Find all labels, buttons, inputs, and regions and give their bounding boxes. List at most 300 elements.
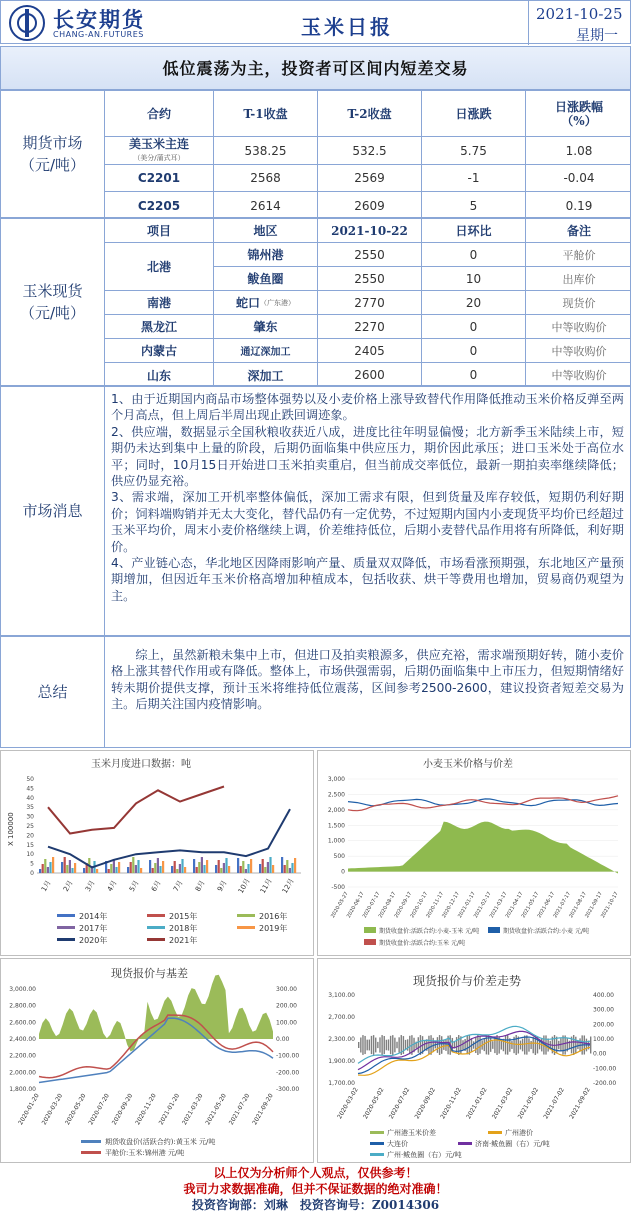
bar-spread: [441, 1036, 442, 1054]
daily-change-pct: 1.08: [565, 143, 593, 158]
bar: [162, 861, 164, 873]
y-tick-label-left: 3,000.00: [9, 986, 36, 993]
bar-spread: [501, 1040, 502, 1049]
disclaimer-line-1: 以上仅为分析师个人观点，仅供参考！: [213, 1166, 418, 1180]
bar: [196, 867, 198, 873]
y-tick-label-left: 2,700.00: [328, 1014, 355, 1021]
bar: [286, 860, 288, 873]
chart-title: 小麦玉米价格与价差: [423, 759, 513, 770]
bar-spread: [364, 1036, 365, 1054]
y-tick-label-right: -200.00: [276, 1069, 300, 1077]
bar: [247, 864, 249, 873]
table-row: [105, 137, 630, 165]
legend-label: 2018年: [169, 924, 198, 933]
bar-spread: [526, 1035, 527, 1054]
legend-swatch: [147, 914, 165, 917]
legend-swatch: [57, 926, 75, 929]
col-daily-change: 日环比: [422, 219, 526, 242]
bar: [218, 860, 220, 873]
bar-spread: [388, 1039, 389, 1050]
legend-label: 2019年: [259, 924, 288, 933]
spot-change: 0: [422, 315, 526, 338]
summary-section: [0, 636, 631, 748]
bar-spread: [384, 1036, 385, 1054]
bar-spread: [511, 1041, 512, 1049]
bar: [259, 864, 261, 873]
x-tick-label: 2020-09-20: [110, 1092, 135, 1127]
spot-note: 平舱价: [562, 248, 596, 262]
col-note: 备注: [566, 224, 591, 238]
y-tick-label-right: 300.00: [276, 986, 297, 993]
futures-section-label: [1, 91, 105, 217]
brand-english-name: CHANG-AN.FUTURES: [53, 30, 144, 39]
x-tick-label: 2021-09-02: [568, 1086, 592, 1121]
legend-swatch: [488, 1131, 502, 1134]
spot-price: 2405: [318, 339, 422, 362]
x-tick-label: 2021-07-17: [552, 891, 573, 920]
bar-spread: [505, 1036, 506, 1055]
x-tick-label: 2021-09-17: [584, 891, 604, 920]
bar: [198, 862, 200, 873]
news-body: [105, 387, 630, 608]
bar: [135, 865, 137, 873]
bar-spread: [516, 1035, 517, 1055]
spot-header-row: [105, 219, 630, 243]
t2-close: 2609: [318, 192, 422, 219]
bar: [215, 865, 217, 873]
bar: [201, 857, 203, 873]
y-tick-label-right: 400.00: [593, 992, 614, 999]
x-tick-label: 2021-05-02: [516, 1086, 541, 1121]
x-tick-label: 11月: [258, 877, 274, 895]
spot-label-line2: （元/吨）: [19, 304, 86, 322]
bar: [49, 862, 51, 873]
y-tick-label-left: 1,800.00: [9, 1086, 36, 1093]
x-tick-label: 2月: [61, 879, 75, 893]
bar: [44, 859, 46, 873]
y-tick-label-right: 0.00: [276, 1036, 290, 1043]
bar-spread: [533, 1037, 534, 1054]
x-tick-label: 7月: [171, 879, 185, 893]
bar: [281, 857, 283, 873]
bar: [64, 857, 66, 873]
y-axis-label: X 100000: [7, 812, 15, 846]
legend-swatch: [57, 938, 75, 941]
bar-spread: [377, 1042, 378, 1048]
x-tick-label: 2020-01-20: [17, 1092, 41, 1127]
x-tick-label: 2020-07-17: [361, 891, 382, 920]
table-row: [105, 339, 630, 363]
y-tick-label-right: 100.00: [593, 1036, 614, 1043]
news-paragraph-3: 3、需求端，深加工开机率整体偏低，深加工需求有限，但到货量及库存较低，短期仍利好期价；饲料端购销并无太大变化，替代品仍有一定优势，不过短期内国内小麦现货平均价已经超过玉米平均价，周末小麦价格继续上调，价差维持低位，后期小麦替代品作用将有所降低，利好期价。: [111, 490, 624, 554]
bar-spread: [445, 1039, 446, 1051]
bar-spread: [394, 1038, 395, 1053]
bar-spread: [458, 1035, 459, 1055]
chart-spot-spread-trend: [317, 958, 631, 1163]
legend-label: 2015年: [169, 912, 198, 921]
daily-change: 5: [422, 192, 526, 219]
bar: [39, 869, 41, 873]
bar: [262, 859, 264, 873]
bar-spread: [390, 1036, 391, 1054]
spot-price: 2550: [318, 267, 422, 290]
y-tick-label: 15: [26, 841, 34, 849]
col-t1-close: T-1收盘: [214, 91, 318, 136]
futures-market-section: [0, 90, 631, 218]
bar-spread: [467, 1036, 468, 1055]
spot-price: 2770: [318, 291, 422, 314]
t1-close: 538.25: [214, 137, 318, 164]
bar-spread: [492, 1041, 493, 1049]
area-name: 锦州港: [214, 243, 318, 266]
bar-spread: [369, 1040, 370, 1051]
news-paragraph-2: 2、供应端，数据显示全国秋粮收获近八成，进度比往年明显偏慢；北方新季玉米陆续上市，短期仍未达到集中上量的阶段，后期仍面临集中供应压力，期价因此承压；进口玉米处于高位水平；同时，10月15日开始进口玉米拍卖重启，但当前成交率低位，最新一期拍卖率继续降低；供应仍显充裕。: [111, 424, 624, 489]
bar: [206, 860, 208, 873]
futures-label-line2: （元/吨）: [19, 156, 86, 174]
spot-note: 中等收购价: [551, 320, 607, 334]
region-north-port: 北港: [105, 243, 214, 291]
legend-label: 2020年: [79, 936, 108, 945]
bar: [140, 868, 142, 873]
y-tick-label: 5: [30, 860, 34, 868]
bar-spread: [462, 1040, 463, 1050]
area-name: 鲅鱼圈: [214, 267, 318, 290]
bar: [264, 867, 266, 873]
y-tick-label-right: 200.00: [593, 1021, 614, 1029]
x-tick-label: 2020-07-02: [387, 1086, 412, 1121]
legend-swatch: [370, 1131, 384, 1134]
bar: [157, 858, 159, 873]
futures-header-row: [105, 91, 630, 137]
bar: [149, 860, 151, 873]
bar-spread: [392, 1035, 393, 1055]
col-date: 2021-10-22: [318, 219, 422, 242]
y-tick-label: 2,500: [327, 791, 345, 799]
spot-note: 中等收购价: [551, 344, 607, 358]
x-tick-label: 2021-05-17: [520, 891, 541, 920]
y-tick-label-right: 0.00: [593, 1050, 607, 1058]
bar-spread: [477, 1035, 478, 1055]
bar-spread: [358, 1042, 359, 1048]
legend-swatch: [81, 1140, 101, 1143]
header-divider: [528, 1, 529, 45]
contract-name: [105, 137, 214, 164]
bar: [159, 866, 161, 873]
bar: [179, 864, 181, 873]
bar: [118, 862, 120, 873]
chart-spot-spread-trend-svg: [318, 959, 631, 1163]
x-tick-label: 2020-06-17: [345, 891, 366, 920]
bar: [223, 863, 225, 873]
legend-label: 2014年: [79, 912, 108, 921]
bar: [193, 859, 195, 873]
bar: [291, 863, 293, 873]
legend-label: 广州港价: [505, 1129, 533, 1137]
bar-spread: [494, 1037, 495, 1053]
spot-market-section: [0, 218, 631, 386]
area-name: 肇东: [214, 315, 318, 338]
x-tick-label: 2021-09-20: [251, 1092, 275, 1127]
col-daily-change-pct: [526, 91, 631, 136]
area-name: 通辽深加工: [214, 339, 318, 362]
report-footer: [0, 1165, 631, 1215]
legend-label: 济南·鲅鱼圈（右）元/吨: [475, 1140, 550, 1148]
chart-monthly-imports-svg: [1, 751, 314, 956]
bar-spread: [484, 1039, 485, 1051]
t2-close: 2569: [318, 165, 422, 191]
spot-note: 现货价: [562, 296, 596, 310]
x-tick-label: 2020-11-17: [425, 891, 446, 920]
bar-spread: [469, 1035, 470, 1054]
daily-change-pct: 0.19: [565, 198, 593, 213]
y-tick-label: 20: [26, 832, 34, 840]
brand-logo-icon: [9, 5, 45, 41]
legend-label: 期货收盘价:活跃合约:小麦 元/吨: [503, 928, 589, 935]
x-tick-label: 12月: [280, 877, 296, 895]
legend-swatch: [488, 927, 500, 933]
table-row: [105, 363, 630, 387]
contract-name: C2205: [105, 192, 214, 219]
legend-label: 2017年: [79, 924, 108, 933]
bar: [184, 867, 186, 873]
legend-swatch: [458, 1142, 472, 1145]
x-tick-label: 2020-10-17: [409, 891, 430, 920]
area-sub: （广东港）: [260, 298, 295, 307]
bar: [115, 867, 117, 873]
x-tick-label: 2020-08-17: [377, 891, 398, 920]
y-tick-label-left: 2,400.00: [9, 1036, 36, 1043]
bar-spread: [528, 1038, 529, 1051]
table-row: [214, 243, 630, 267]
chart-title: 现货报价与基差: [111, 967, 188, 980]
col-daily-change: 日涨跌: [422, 91, 526, 136]
region-name: 黑龙江: [105, 315, 214, 338]
x-tick-label: 2020-09-17: [393, 891, 414, 920]
col-contract: 合约: [105, 91, 214, 136]
spot-change: 10: [422, 267, 526, 290]
bar-spread: [439, 1035, 440, 1055]
analyst-contact: 投资咨询部：刘琳 投资咨询号：Z0014306: [191, 1198, 440, 1212]
x-tick-label: 6月: [149, 879, 163, 893]
bar: [181, 859, 183, 873]
x-tick-label: 2020-05-02: [362, 1086, 386, 1121]
contract-name: C2201: [105, 165, 214, 191]
table-row: [105, 315, 630, 339]
y-tick-label: 40: [26, 794, 34, 802]
chart-title: 现货报价与价差走势: [413, 974, 522, 988]
bar: [66, 865, 68, 873]
bar: [171, 866, 173, 873]
bar-spread: [386, 1040, 387, 1050]
spot-change: 0: [422, 339, 526, 362]
contract-unit: （美分/蒲式耳）: [133, 153, 185, 162]
bar: [108, 869, 110, 873]
bar-spread: [443, 1040, 444, 1050]
bar: [220, 868, 222, 873]
x-tick-label: 4月: [105, 879, 119, 893]
futures-label-line1: 期货市场: [22, 134, 83, 152]
headline: 低位震荡为主，投资者可区间内短差交易: [0, 46, 631, 90]
y-tick-label-right: 100.00: [276, 1019, 297, 1027]
spot-change: 0: [422, 363, 526, 387]
bar: [137, 860, 139, 873]
spot-table: [105, 219, 630, 387]
x-tick-label: 2020-09-02: [413, 1086, 438, 1121]
y-tick-label-right: -100.00: [276, 1052, 300, 1060]
y-tick-label-left: 1,700.00: [328, 1080, 355, 1087]
bar: [269, 857, 271, 873]
y-tick-label: 0: [30, 870, 34, 877]
col-daily-change-pct-line2: （%）: [561, 113, 597, 128]
x-tick-label: 2021-07-02: [542, 1086, 566, 1121]
bar: [42, 864, 44, 873]
legend-swatch: [57, 914, 75, 917]
y-tick-label: -500: [331, 884, 345, 891]
bar-spread: [367, 1040, 368, 1051]
x-tick-label: 2021-03-20: [181, 1092, 205, 1127]
bar: [284, 865, 286, 873]
y-tick-label-right: 200.00: [276, 1002, 297, 1010]
area-name: [214, 291, 318, 314]
region-name: 山东: [105, 363, 214, 387]
bar-spread: [428, 1036, 429, 1055]
spot-label-line1: 玉米现货: [22, 282, 83, 300]
bar-spread: [430, 1035, 431, 1055]
legend-label: 广州港玉米价差: [387, 1129, 436, 1137]
legend-swatch: [237, 914, 255, 917]
col-daily-change-pct-line1: 日涨跌幅: [554, 99, 603, 114]
contract-name-text: 美玉米主连: [128, 136, 189, 151]
t1-close: 2568: [214, 165, 318, 191]
bar-spread: [398, 1037, 399, 1052]
legend-label: 期货收盘价:活跃合约:小麦-玉米 元/吨: [379, 928, 480, 935]
area-spread: [348, 822, 618, 874]
x-tick-label: 2021-01-17: [457, 891, 477, 920]
bar-spread: [475, 1037, 476, 1053]
col-t2-close: T-2收盘: [318, 91, 422, 136]
col-item: 项目: [105, 219, 214, 242]
spot-price: 2270: [318, 315, 422, 338]
x-tick-label: 10月: [236, 877, 252, 895]
bar: [52, 857, 54, 873]
table-row: [105, 165, 630, 192]
x-tick-label: 2021-02-17: [472, 891, 493, 920]
bar-spread: [590, 1037, 591, 1054]
legend-swatch: [370, 1153, 384, 1156]
x-tick-label: 2021-08-17: [568, 891, 588, 920]
x-tick-label: 2021-06-17: [536, 891, 557, 920]
y-tick-label-right: -300.00: [276, 1086, 300, 1093]
summary-body: [105, 637, 630, 717]
x-tick-label: 3月: [83, 879, 97, 893]
bar-spread: [360, 1037, 361, 1052]
chart-monthly-imports: [0, 750, 314, 956]
report-weekday: 星期一: [576, 28, 618, 44]
bar: [174, 861, 176, 873]
chart-wheat-corn-spread: [317, 750, 631, 956]
bar-spread: [456, 1037, 457, 1053]
y-tick-label-right: 300.00: [593, 1006, 614, 1014]
y-tick-label: 10: [26, 851, 34, 859]
area-name-text: 蛇口: [235, 296, 260, 310]
bar: [203, 865, 205, 873]
bar: [240, 866, 242, 873]
t1-close: 2614: [214, 192, 318, 219]
x-tick-label: 2021-10-17: [600, 891, 620, 920]
x-tick-label: 2020-05-27: [330, 891, 350, 920]
bar-spread: [522, 1039, 523, 1052]
x-tick-label: 2020-03-20: [40, 1092, 65, 1127]
x-tick-label: 2020-12-17: [441, 891, 461, 920]
x-tick-label: 5月: [127, 879, 141, 893]
news-paragraph-1: 1、由于近期国内商品市场整体强势以及小麦价格上涨导致替代作用降低推动玉米价格反弹至两个月高点，但上周后半周出现止跌回调迹象。: [111, 392, 624, 423]
y-tick-label: 2,000: [327, 806, 345, 814]
y-tick-label: 25: [26, 823, 34, 830]
chart-spot-basis: [0, 958, 314, 1163]
x-tick-label: 2021-01-02: [465, 1086, 489, 1121]
market-news-section: [0, 386, 631, 636]
bar-spread: [575, 1037, 576, 1054]
bar-spread: [371, 1036, 372, 1054]
x-tick-label: 2021-01-20: [157, 1092, 182, 1127]
bar-spread: [424, 1040, 425, 1050]
bar: [127, 867, 129, 873]
daily-change: 5.75: [422, 137, 526, 164]
region-name: 南港: [105, 291, 214, 314]
y-tick-label: 50: [26, 776, 34, 783]
series-line-2020: [48, 809, 290, 867]
legend-label: 广州·鲅鱼圈（右）元/吨: [387, 1151, 462, 1159]
legend-swatch: [364, 927, 376, 933]
legend-label: 期货收盘价(活跃合约):黄玉米 元/吨: [105, 1138, 216, 1146]
table-row: [105, 192, 630, 219]
y-tick-label: 3,000: [327, 776, 345, 783]
bar: [228, 866, 230, 873]
y-tick-label: 0: [341, 868, 345, 876]
region-name: 内蒙古: [105, 339, 214, 362]
table-row: [105, 291, 630, 315]
news-section-label: 市场消息: [1, 387, 105, 635]
t2-close: 532.5: [318, 137, 422, 164]
summary-text: 综上，虽然新粮未集中上市，但进口及拍卖粮源多，供应充裕，需求端预期好转，随小麦价格上涨其替代作用或有降低。整体上，市场供强需弱，后期仍面临集中上市压力，但短期情绪好转未期价提供支撑，预计玉米将维持低位震荡，区间参考2500-2600，建议投资者短差交易为主。后期关注国内疫情影响。: [111, 648, 624, 712]
bar: [294, 858, 296, 873]
y-tick-label-right: -100.00: [593, 1065, 617, 1073]
brand-name: 长安期货: [53, 8, 145, 32]
report-title: 玉米日报: [301, 15, 393, 39]
bar-spread: [375, 1038, 376, 1053]
report-header: [0, 0, 631, 44]
x-tick-label: 2021-03-02: [490, 1086, 515, 1121]
y-tick-label-left: 2,000.00: [9, 1069, 36, 1077]
legend-label: 期货收盘价:活跃合约:玉米 元/吨: [379, 940, 465, 947]
bar-spread: [373, 1035, 374, 1055]
y-tick-label-left: 1,900.00: [328, 1058, 355, 1065]
x-tick-label: 2021-05-20: [204, 1092, 228, 1127]
chart-wheat-corn-spread-svg: [318, 751, 631, 956]
y-tick-label-left: 2,600.00: [9, 1019, 36, 1027]
bar: [267, 862, 269, 873]
legend-swatch: [237, 926, 255, 929]
legend-swatch: [147, 926, 165, 929]
y-tick-label-left: 3,100.00: [328, 992, 355, 999]
bar: [132, 857, 134, 873]
x-tick-label: 2020-11-20: [134, 1092, 158, 1127]
col-area: 地区: [214, 219, 318, 242]
bar: [242, 861, 244, 873]
bar-spread: [479, 1036, 480, 1053]
bar: [237, 858, 239, 873]
spot-section-label: [1, 219, 105, 385]
